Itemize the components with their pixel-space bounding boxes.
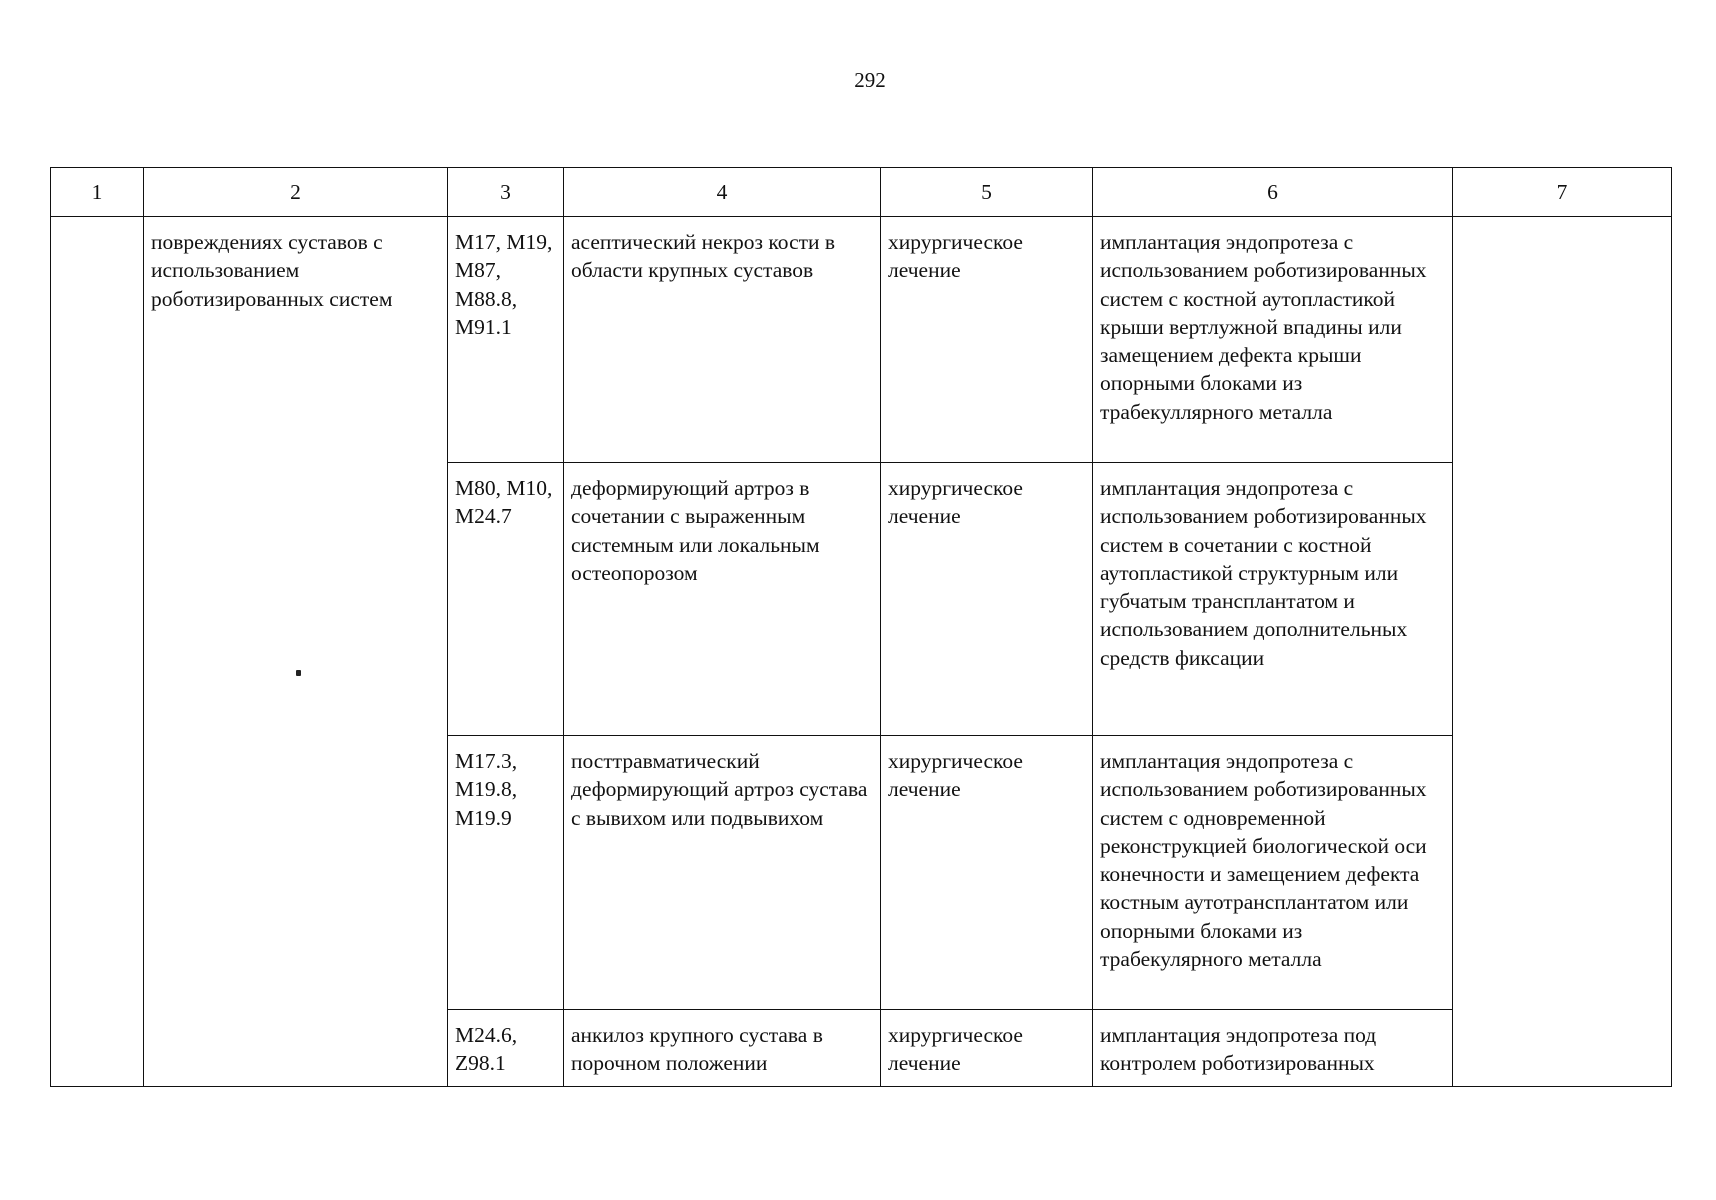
diagnosis-cell: деформирующий артроз в сочетании с выраженным системным или локальным остеопорозом	[564, 463, 881, 736]
header-col-6: 6	[1093, 168, 1453, 217]
method-cell: имплантация эндопротеза под контролем роботизированных	[1093, 1010, 1453, 1087]
treatment-type-cell: хирургическое лечение	[881, 463, 1093, 736]
header-col-1: 1	[51, 168, 144, 217]
method-cell: имплантация эндопротеза с использованием роботизированных систем с одновременной реконструкцией биологической оси конечности и замещением дефекта костным аутотрансплантатом или опорными блоками из трабекулярного металла	[1093, 736, 1453, 1010]
group-col-7-cell	[1453, 217, 1672, 1087]
scan-speck	[296, 670, 301, 676]
group-name-text: повреждениях суставов с использованием роботизированных систем	[151, 230, 393, 311]
procedures-table	[50, 167, 1672, 1087]
header-col-2: 2	[144, 168, 448, 217]
page-number: 292	[854, 68, 886, 92]
group-name-cell	[144, 217, 448, 1087]
table-row	[51, 217, 1672, 463]
header-row	[51, 168, 1672, 217]
header-col-4: 4	[564, 168, 881, 217]
treatment-type-cell: хирургическое лечение	[881, 1010, 1093, 1087]
diagnosis-cell: посттравматический деформирующий артроз сустава с вывихом или подвывихом	[564, 736, 881, 1010]
codes-cell: M17.3, M19.8, M19.9	[448, 736, 564, 1010]
treatment-type-cell: хирургическое лечение	[881, 736, 1093, 1010]
diagnosis-cell: анкилоз крупного сустава в порочном положении	[564, 1010, 881, 1087]
treatment-type-cell: хирургическое лечение	[881, 217, 1093, 463]
header-col-3: 3	[448, 168, 564, 217]
codes-cell: M17, M19, M87, M88.8, M91.1	[448, 217, 564, 463]
method-cell: имплантация эндопротеза с использованием роботизированных систем в сочетании с костной аутопластикой структурным или губчатым трансплантатом и использованием дополнительных средств фиксации	[1093, 463, 1453, 736]
method-cell: имплантация эндопротеза с использованием роботизированных систем с костной аутопластикой крыши вертлужной впадины или замещением дефекта крыши опорными блоками из трабекуллярного металла	[1093, 217, 1453, 463]
codes-cell: M80, M10, M24.7	[448, 463, 564, 736]
group-col-1-cell	[51, 217, 144, 1087]
codes-cell: M24.6, Z98.1	[448, 1010, 564, 1087]
header-col-5: 5	[881, 168, 1093, 217]
diagnosis-cell: асептический некроз кости в области крупных суставов	[564, 217, 881, 463]
header-col-7: 7	[1453, 168, 1672, 217]
